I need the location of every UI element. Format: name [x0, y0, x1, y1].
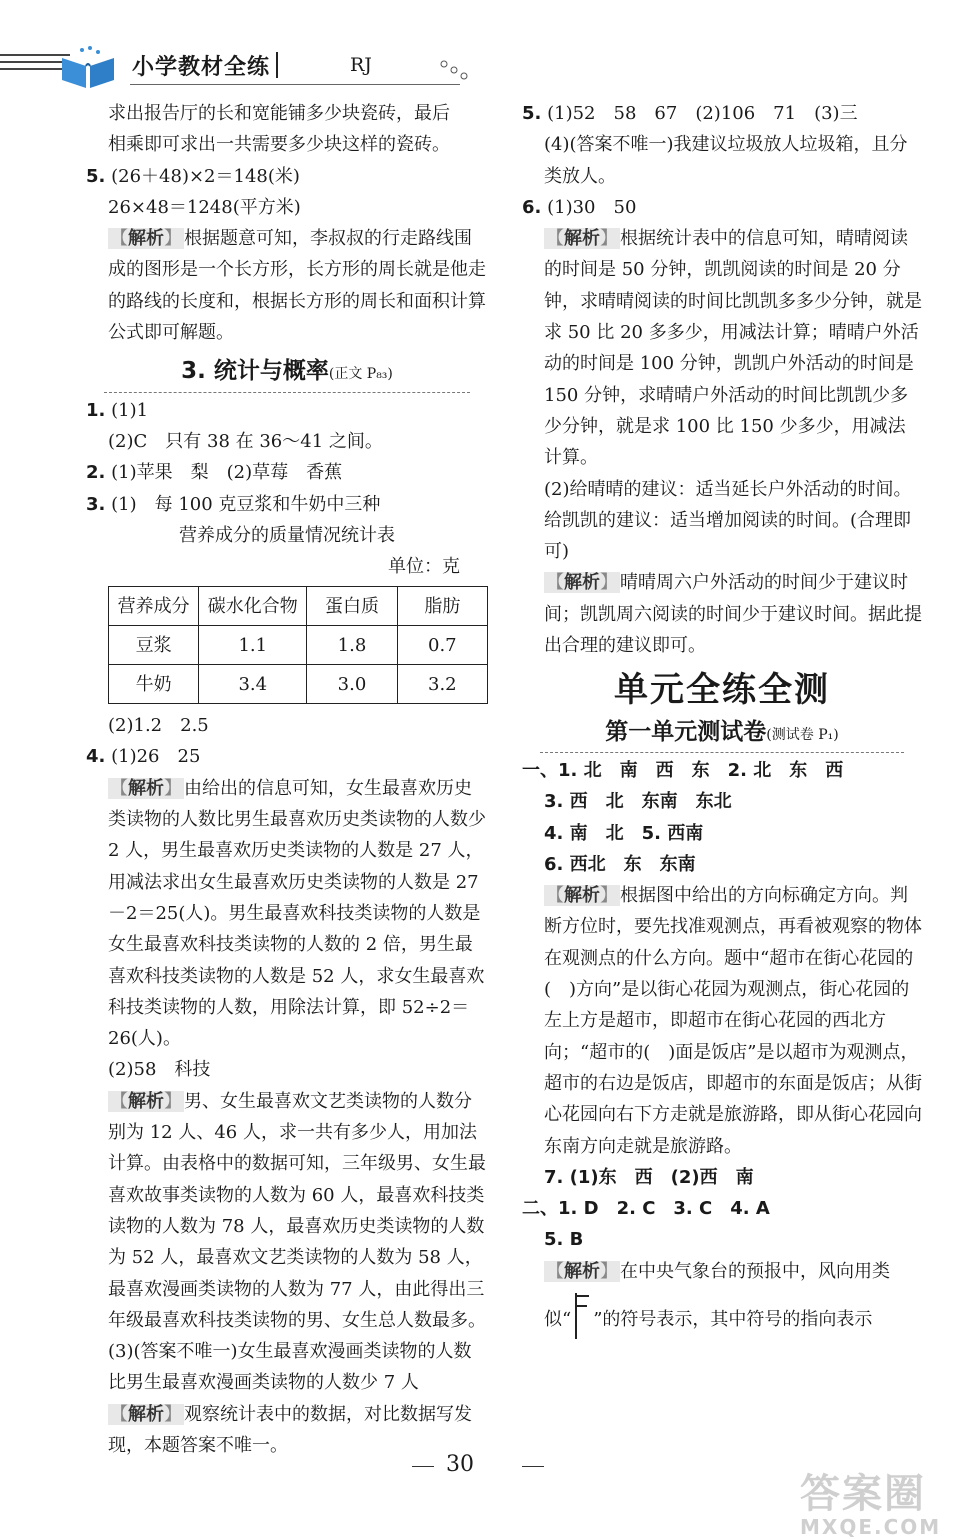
- table-row: [109, 626, 488, 665]
- answer-text: (2)C 只有 38 在 36～41 之间。: [108, 430, 383, 452]
- table-cell: 1.1: [199, 626, 307, 665]
- answer-text: 3. 西 北 东南 东北: [544, 791, 732, 813]
- book-logo-icon: [56, 44, 120, 94]
- table-header-cell: 蛋白质: [307, 587, 397, 626]
- table-cell: 牛奶: [109, 665, 199, 704]
- table-cell: 豆浆: [109, 626, 199, 665]
- analysis-tag: 【解析】: [546, 572, 618, 594]
- explanation: 【解析】 晴晴周六户外活动的时间少于建议时间；凯凯周六阅读的时间少于建议时间。据此提出合理的建议即可。: [544, 572, 922, 657]
- table-header-cell: 脂肪: [397, 587, 487, 626]
- watermark: 答案圈 MXQE.COM: [800, 1471, 942, 1539]
- analysis-tag: 【解析】: [110, 1403, 182, 1425]
- table-header-cell: 碳水化合物: [199, 587, 307, 626]
- answer-text: (2)58 科技: [108, 1059, 211, 1081]
- answer-text: (26＋48)×2＝148(米): [111, 165, 300, 187]
- answer-text: (4)(答案不唯一)我建议垃圾放人垃圾箱，且分类放人。: [544, 134, 908, 187]
- table-header-row: [109, 587, 488, 626]
- nutrition-table: [108, 586, 488, 704]
- question-number: 2.: [86, 462, 106, 484]
- question-number: 5.: [86, 165, 106, 187]
- right-column: 5. (1)52 58 67 (2)106 71 (3)三 (4)(答案不唯一)我建议垃圾放人垃圾箱，且分类放人。 6. (1)30 50 【解析】 根据统计表中的信息可知，晴晴阅读的时间是 50 分钟，凯凯阅读的时间是 20 分钟，求晴晴阅读的时间比凯凯多多少分钟，就是求 50 比 20 多多少，用减法计算；晴晴户外活动的时间是 100 分钟，凯凯户外活动的时间是 150 分钟，求晴晴户外活动的时间比凯凯少多少分钟，就是求 100 比 150 少多少，用减法计算。 (2)给晴晴的建议：适当延长户外活动的时间。 给凯凯的建议：适当增加阅读的时间。(合理即可) 【解析】 晴晴周六户外活动的时间少于建议时间；凯凯周六阅读的时间少于建议时间。据此提出合理的建议即可。 单元全练全测 第一单元测试卷(测试卷 P₁) 一、1. 北 南 西 东 2. 北 东 西 3. 西 北 东南 东北 4. 南 北 5. 西南 6. 西北 东 东南 【解析】 根据图中给出的方向标确定方向。判断方位时，要先找准观测点，再看被观察的物体在观测点的什么方向。题中“超市在街心花园的( )方向”是以街心花园为观测点，街心花园的左上方是超市，即超市在街心花园的西北方向；“超市的( )面是饭店”是以超市为观测点，超市的右边是饭店，即超市的东面是饭店；从街心花园向右下方走就是旅游路，即从街心花园向东南方向走就是旅游路。 7. (1)东 西 (2)西 南 二、1. D 2. C 3. C 4. A 5. B 【解析】 在中央气象台的预报中，风向用类 似“ ”的符号表示，其中符号的指向表示: [522, 98, 922, 1339]
- header-dots-icon: [440, 60, 470, 84]
- explanation: 【解析】 观察统计表中的数据，对比数据写发现，本题答案不唯一。: [108, 1403, 472, 1456]
- analysis-tag: 【解析】: [546, 228, 618, 250]
- answer-text: 26×48＝1248(平方米): [108, 196, 301, 218]
- analysis-tag: 【解析】: [110, 777, 182, 799]
- question-number: 6.: [522, 196, 542, 218]
- section-title: 3. 统计与概率(正文 P₈₃): [86, 356, 488, 390]
- answer-text: 7. (1)东 西 (2)西 南: [544, 1166, 754, 1188]
- analysis-tag: 【解析】: [110, 1090, 182, 1112]
- page-number-dash: [412, 1466, 434, 1467]
- wind-symbol-icon: [573, 1293, 591, 1339]
- analysis-tag: 【解析】: [110, 228, 182, 250]
- answer-text: (3)(答案不唯一)女生最喜欢漫画类读物的人数比男生最喜欢漫画类读物的人数少 7 人: [108, 1341, 472, 1394]
- explanation: 【解析】 根据题意可知，李叔叔的行走路线围成的图形是一个长方形，长方形的周长就是他走的路线的长度和，根据长方形的周长和面积计算公式即可解题。: [108, 228, 486, 344]
- text-line: 相乘即可求出一共需要多少块这样的瓷砖。: [108, 134, 450, 156]
- answer-text: 5. B: [544, 1229, 584, 1251]
- question-number: 3.: [86, 493, 106, 515]
- question-number: 5.: [522, 103, 542, 124]
- explanation: 【解析】 在中央气象台的预报中，风向用类: [546, 1260, 890, 1282]
- analysis-tag: 【解析】: [546, 1260, 618, 1282]
- answer-text: (2)给晴晴的建议：适当延长户外活动的时间。: [544, 478, 912, 500]
- answer-text: 二、1. D 2. C 3. C 4. A: [522, 1198, 770, 1220]
- unit-test-heading: 单元全练全测: [614, 670, 830, 711]
- table-cell: 3.0: [307, 665, 397, 704]
- explanation: 【解析】 根据统计表中的信息可知，晴晴阅读的时间是 50 分钟，凯凯阅读的时间是 20 分钟，求晴晴阅读的时间比凯凯多多少分钟，就是求 50 比 20 多多少，用减法计算；晴晴户外活动的时间是 100 分钟，凯凯户外活动的时间是 150 分钟，求晴晴户外活动的时间比凯凯少多少分钟，就是求 100 比 150 少多少，用减法计算。: [544, 228, 922, 469]
- explanation: 【解析】 男、女生最喜欢文艺类读物的人数分别为 12 人、46 人，求一共有多少人，用加法计算。由表格中的数据可知，三年级男、女生最喜欢故事类读物的人数为 60 人，最喜欢科技类读物的人数为 78 人，最喜欢历史类读物的人数为 52 人，最喜欢文艺类读物的人数为 58 人，最喜欢漫画类读物的人数为 77 人，由此得出三年级最喜欢科技类读物的男、女生总人数最多。: [108, 1090, 486, 1331]
- question-number: 4.: [86, 746, 106, 768]
- book-title: 小学教材全练: [132, 55, 271, 80]
- answer-text: 6. 西北 东 东南: [544, 853, 696, 875]
- table-cell: 3.2: [397, 665, 487, 704]
- answer-text: 给凯凯的建议：适当增加阅读的时间。(合理即可): [544, 509, 912, 563]
- question-number: 1.: [86, 399, 106, 421]
- explanation: 【解析】 根据图中给出的方向标确定方向。判断方位时，要先找准观测点，再看被观察的物体在观测点的什么方向。题中“超市在街心花园的( )方向”是以街心花园为观测点，街心花园的左上方是超市，即超市在街心花园的西北方向；“超市的( )面是饭店”是以超市为观测点，超市的右边是饭店，即超市的东面是饭店；从街心花园向右下方走就是旅游路，即从街心花园向东南方向走就是旅游路。: [544, 885, 922, 1157]
- answer-text: 4. 南 北 5. 西南: [544, 822, 704, 844]
- left-column: 求出报告厅的长和宽能铺多少块瓷砖，最后 相乘即可求出一共需要多少块这样的瓷砖。 5. (26＋48)×2＝148(米) 26×48＝1248(平方米) 【解析】 根据题意可知，李叔叔的行走路线围成的图形是一个长方形，长方形的周长就是他走的路线的长度和，根据长方形的周长和面积计算公式即可解题。 3. 统计与概率(正文 P₈₃) 1. (1)1 (2)C 只有 38 在 36～41 之间。 2. (1)苹果 梨 (2)草莓 香蕉 3. (1) 每 100 克豆浆和牛奶中三种 营养成分的质量情况统计表 单位：克 营养成分 碳水化合物 蛋白质 脂肪 豆浆 1.1 1.8 0.7 牛奶 3.4 3.0 3.2 (2)1.2 2.5 4. (1)26 25 【解析】 由给出的信息可知，女生最喜欢历史类读物的人数比男生最喜欢历史类读物的人数少 2 人，男生最喜欢历史类读物的人数是 27 人，用减法求出女生最喜欢历史类读物的人数是 27－2＝25(人)。男生最喜欢科技类读物的人数是女生最喜欢科技类读物的人数的 2 倍，男生最喜欢科技类读物的人数是 52 人，求女生最喜欢科技类读物的人数，用除法计算，即 52÷2＝26(人)。 (2)58 科技 【解析】 男、女生最喜欢文艺类读物的人数分别为 12 人、46 人，求一共有多少人，用加法计算。由表格中的数据可知，三年级男、女生最喜欢故事类读物的人数为 60 人，最喜欢科技类读物的人数为 78 人，最喜欢历史类读物的人数为 52 人，最喜欢文艺类读物的人数为 58 人，最喜欢漫画类读物的人数为 77 人，由此得出三年级最喜欢科技类读物的男、女生总人数最多。 (3)(答案不唯一)女生最喜欢漫画类读物的人数比男生最喜欢漫画类读物的人数少 7 人 【解析】 观察统计表中的数据，对比数据写发现，本题答案不唯一。: [86, 98, 488, 1461]
- table-caption: 每 100 克豆浆和牛奶中三种: [154, 493, 381, 515]
- table-row: [109, 665, 488, 704]
- table-cell: 1.8: [307, 626, 397, 665]
- page-number: 30: [446, 1452, 474, 1477]
- text-line: 求出报告厅的长和宽能铺多少块瓷砖，最后: [108, 103, 450, 124]
- test-title: 第一单元测试卷(测试卷 P₁): [522, 717, 922, 751]
- table-caption: 营养成分的质量情况统计表: [179, 524, 395, 546]
- answer-text: 一、1. 北 南 西 东 2. 北 东 西: [522, 759, 844, 781]
- table-cell: 3.4: [199, 665, 307, 704]
- page-number-dash: [522, 1466, 544, 1467]
- answer-text: (2)1.2 2.5: [108, 715, 209, 737]
- edition-label: RJ: [350, 54, 372, 76]
- table-cell: 0.7: [397, 626, 487, 665]
- table-unit: 单位：克: [388, 555, 460, 577]
- explanation: 【解析】 由给出的信息可知，女生最喜欢历史类读物的人数比男生最喜欢历史类读物的人数少 2 人，男生最喜欢历史类读物的人数是 27 人，用减法求出女生最喜欢历史类读物的人数是 27－2＝25(人)。男生最喜欢科技类读物的人数是女生最喜欢科技类读物的人数的 2 倍，男生最喜欢科技类读物的人数是 52 人，求女生最喜欢科技类读物的人数，用除法计算，即 52÷2＝26(人)。: [108, 777, 486, 1050]
- table-header-cell: 营养成分: [109, 587, 199, 626]
- header-divider: [276, 52, 278, 78]
- header-rule: [130, 84, 460, 85]
- explanation: 似“ ”的符号表示，其中符号的指向表示: [522, 1293, 922, 1339]
- analysis-tag: 【解析】: [546, 885, 618, 907]
